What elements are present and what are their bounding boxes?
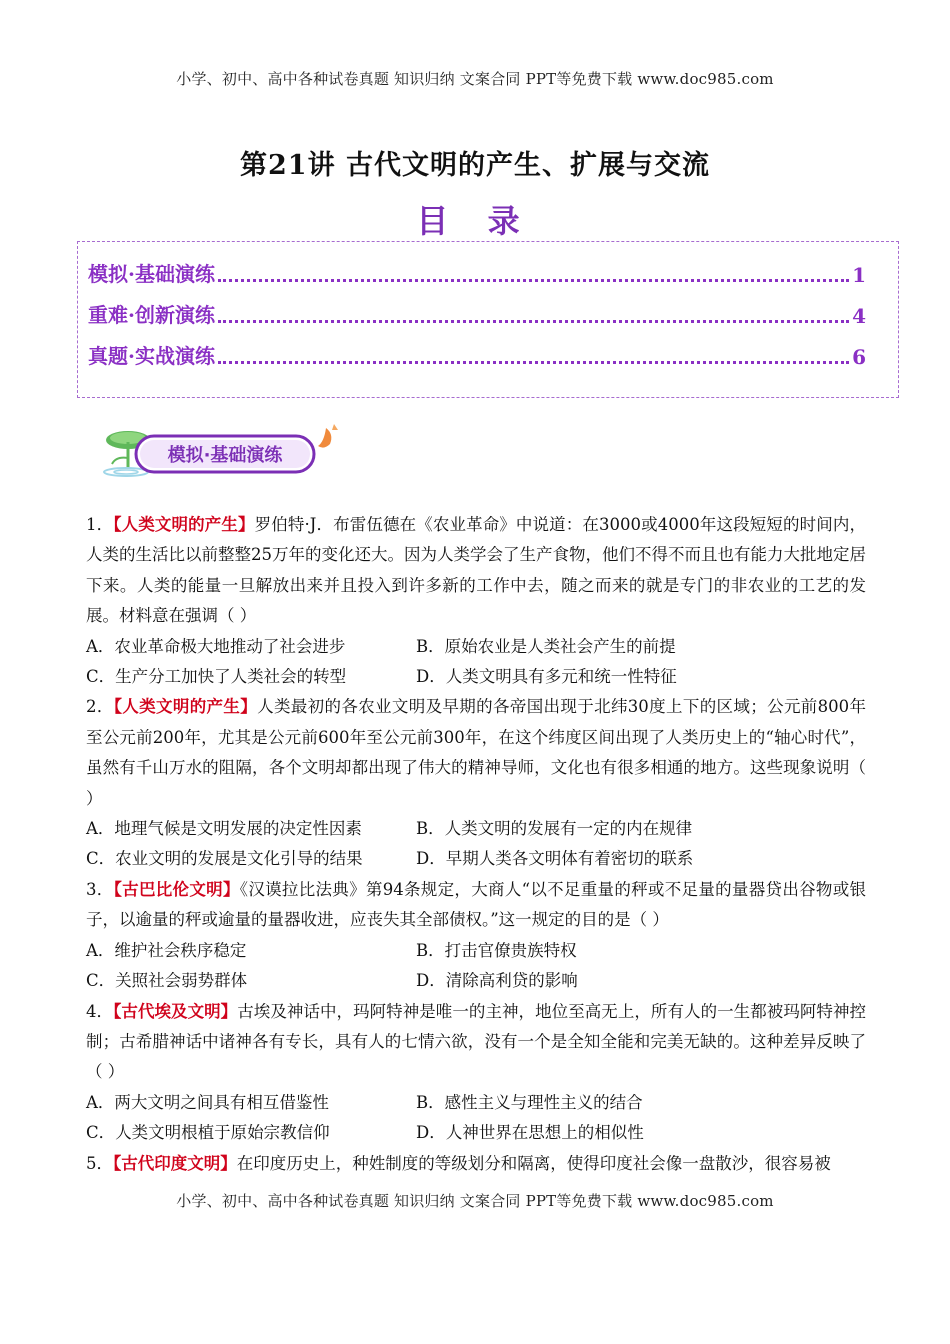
option-d[interactable]: D．清除高利贷的影响 <box>416 971 578 991</box>
toc-item-page: 4 <box>852 304 866 328</box>
page-footer: 小学、初中、高中各种试卷真题 知识归纳 文案合同 PPT等免费下载 www.doc985.com <box>176 1192 774 1210</box>
question-tag: 【古代印度文明】 <box>113 1153 237 1173</box>
toc-leader-dots <box>218 361 849 364</box>
page-title: 第21讲 古代文明的产生、扩展与交流 <box>240 150 710 181</box>
question-item <box>86 875 866 997</box>
question-number: 5． <box>86 1153 113 1173</box>
option-c[interactable]: C．农业文明的发展是文化引导的结果 <box>86 849 363 869</box>
question-list <box>86 510 866 1179</box>
question-number: 4． <box>86 1001 114 1021</box>
question-tag: 【古巴比伦文明】 <box>113 879 240 899</box>
option-a[interactable]: A．农业革命极大地推动了社会进步 <box>86 636 346 656</box>
toc-item-label: 重难·创新演练 <box>88 303 215 327</box>
question-tag: 【古代埃及文明】 <box>113 1001 238 1021</box>
question-stem <box>86 997 866 1088</box>
toc-heading: 目 录 <box>416 202 534 240</box>
toc-item-label: 模拟·基础演练 <box>88 262 215 286</box>
option-d[interactable]: D．人类文明具有多元和统一性特征 <box>416 667 677 687</box>
option-d[interactable]: D．早期人类各文明体有着密切的联系 <box>416 849 694 869</box>
toc-item-page: 6 <box>852 345 866 369</box>
section-badge <box>98 420 343 480</box>
question-stem <box>86 875 866 936</box>
question-stem <box>86 510 866 632</box>
option-c[interactable]: C．关照社会弱势群体 <box>86 971 248 991</box>
options-grid <box>86 814 866 875</box>
options-grid <box>86 936 866 997</box>
table-of-contents <box>77 241 899 398</box>
section-badge-label: 模拟·基础演练 <box>167 445 283 466</box>
question-text: 罗伯特·J．布雷伍德在《农业革命》中说道：在3000或4000年这段短短的时间内，人类的生活比以前整整25万年的变化还大。因为人类学会了生产食物，他们不得不而且也有能力大批地定居下来。人类的能量一旦解放出来并且投入到许多新的工作中去，随之而来的就是专门的非农业的工艺的发展。材料意在强调（ ） <box>86 515 867 626</box>
toc-item-label: 真题·实战演练 <box>88 344 215 368</box>
option-a[interactable]: A．维护社会秩序稳定 <box>86 940 247 960</box>
option-b[interactable]: B．感性主义与理性主义的结合 <box>416 1092 643 1112</box>
toc-item-real-exam[interactable] <box>88 341 866 369</box>
toc-item-innovation[interactable] <box>88 300 866 328</box>
question-stem <box>86 1149 866 1179</box>
option-a[interactable]: A．地理气候是文明发展的决定性因素 <box>86 819 362 839</box>
question-number: 2． <box>86 697 114 717</box>
toc-item-basic[interactable] <box>88 259 866 287</box>
question-text: 古埃及神话中，玛阿特神是唯一的主神，地位至高无上，所有人的一生都被玛阿特神控制；古希腊神话中诸神各有专长，具有人的七情六欲，没有一个是全知全能和完美无缺的。这种差异反映了（ ） <box>86 1001 867 1082</box>
question-text: 在印度历史上，种姓制度的等级划分和隔离，使得印度社会像一盘散沙，很容易被 <box>236 1153 831 1173</box>
options-grid <box>86 1088 866 1149</box>
question-item <box>86 510 866 692</box>
question-item <box>86 1149 866 1179</box>
question-stem <box>86 692 866 814</box>
question-tag: 【人类文明的产生】 <box>113 515 255 534</box>
question-item <box>86 692 866 874</box>
koi-fish-icon <box>318 424 338 448</box>
question-tag: 【人类文明的产生】 <box>113 697 258 717</box>
question-number: 3． <box>86 879 114 899</box>
toc-item-page: 1 <box>852 263 866 287</box>
question-text: 《汉谟拉比法典》第94条规定，大商人“以不足重量的秤或不足量的量器贷出谷物或银子，以逾量的秤或逾量的量器收进，应丧失其全部债权。”这一规定的目的是（ ） <box>86 879 867 930</box>
option-a[interactable]: A．两大文明之间具有相互借鉴性 <box>86 1092 329 1112</box>
options-grid <box>86 632 866 693</box>
question-item <box>86 997 866 1149</box>
option-b[interactable]: B．人类文明的发展有一定的内在规律 <box>416 819 693 839</box>
option-b[interactable]: B．原始农业是人类社会产生的前提 <box>416 636 676 656</box>
option-d[interactable]: D．人神世界在思想上的相似性 <box>416 1123 644 1143</box>
question-text: 人类最初的各农业文明及早期的各帝国出现于北纬30度上下的区域；公元前800年至公元前200年，尤其是公元前600年至公元前300年，在这个纬度区间出现了人类历史上的“轴心时代”，虽然有千山万水的阻隔，各个文明却都出现了伟大的精神导师，文化也有很多相通的地方。这些现象说明（ ） <box>86 697 866 808</box>
option-c[interactable]: C．人类文明根植于原始宗教信仰 <box>86 1123 330 1143</box>
page-header: 小学、初中、高中各种试卷真题 知识归纳 文案合同 PPT等免费下载 www.doc985.com <box>176 70 774 88</box>
water-ripple-icon <box>104 468 148 476</box>
option-b[interactable]: B．打击官僚贵族特权 <box>416 940 577 960</box>
option-c[interactable]: C．生产分工加快了人类社会的转型 <box>86 667 347 687</box>
toc-leader-dots <box>218 279 849 282</box>
question-number: 1． <box>86 515 114 534</box>
toc-leader-dots <box>218 320 849 323</box>
